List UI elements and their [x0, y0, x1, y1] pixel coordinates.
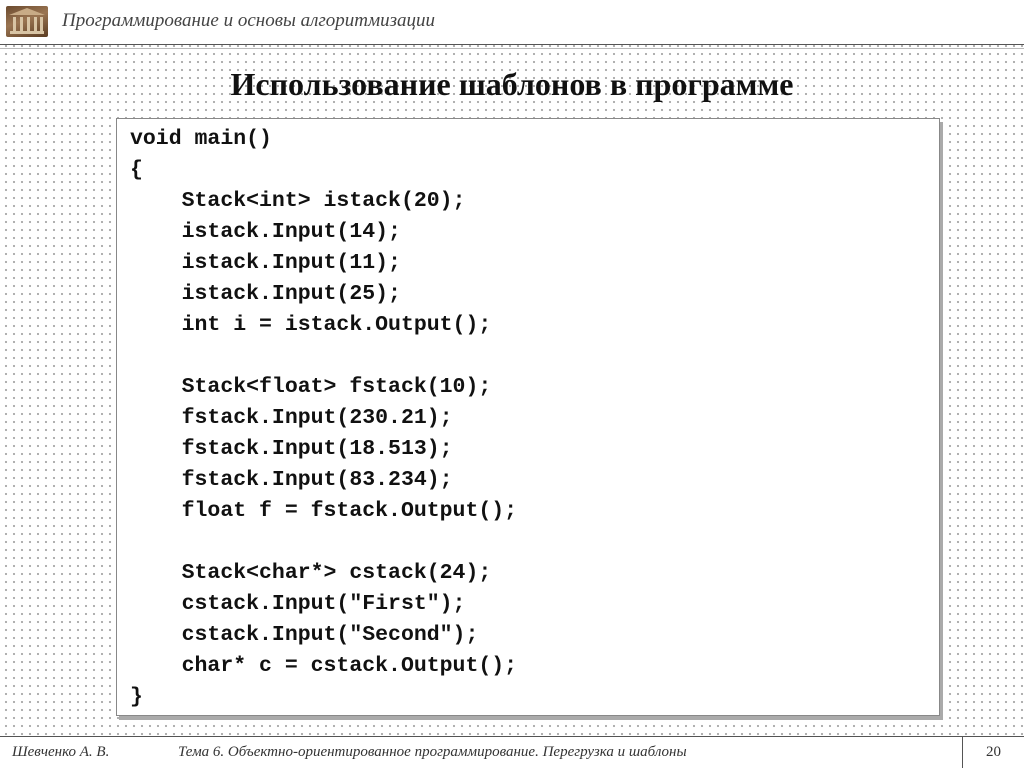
code-block — [116, 118, 940, 716]
course-title: Программирование и основы алгоритмизации — [62, 10, 436, 31]
code-line: } — [130, 685, 143, 709]
slide-footer — [0, 736, 1024, 768]
page-number: 20 — [986, 744, 1001, 760]
code-line: cstack.Input("Second"); — [130, 623, 479, 647]
code-line: Stack<float> fstack(10); — [130, 375, 492, 399]
slide-title: Использование шаблонов в программе — [230, 66, 794, 102]
code-line: fstack.Input(230.21); — [130, 406, 453, 430]
code-line: cstack.Input("First"); — [130, 592, 466, 616]
code-line: istack.Input(14); — [130, 220, 401, 244]
header-divider — [0, 48, 1024, 49]
topic-title: Тема 6. Объектно-ориентированное программирование. Перегрузка и шаблоны — [178, 744, 687, 760]
code-line: { — [130, 158, 143, 182]
slide-header — [0, 0, 1024, 45]
author-name: Шевченко А. В. — [12, 744, 110, 760]
code-line: fstack.Input(18.513); — [130, 437, 453, 461]
code-line: int i = istack.Output(); — [130, 313, 492, 337]
code-line: fstack.Input(83.234); — [130, 468, 453, 492]
code-line: Stack<int> istack(20); — [130, 189, 466, 213]
code-line: void main() — [130, 127, 272, 151]
university-building-icon — [6, 6, 48, 37]
code-line: Stack<char*> cstack(24); — [130, 561, 492, 585]
code-line: istack.Input(11); — [130, 251, 401, 275]
code-line: istack.Input(25); — [130, 282, 401, 306]
code-line: float f = fstack.Output(); — [130, 499, 518, 523]
code-line: char* c = cstack.Output(); — [130, 654, 518, 678]
